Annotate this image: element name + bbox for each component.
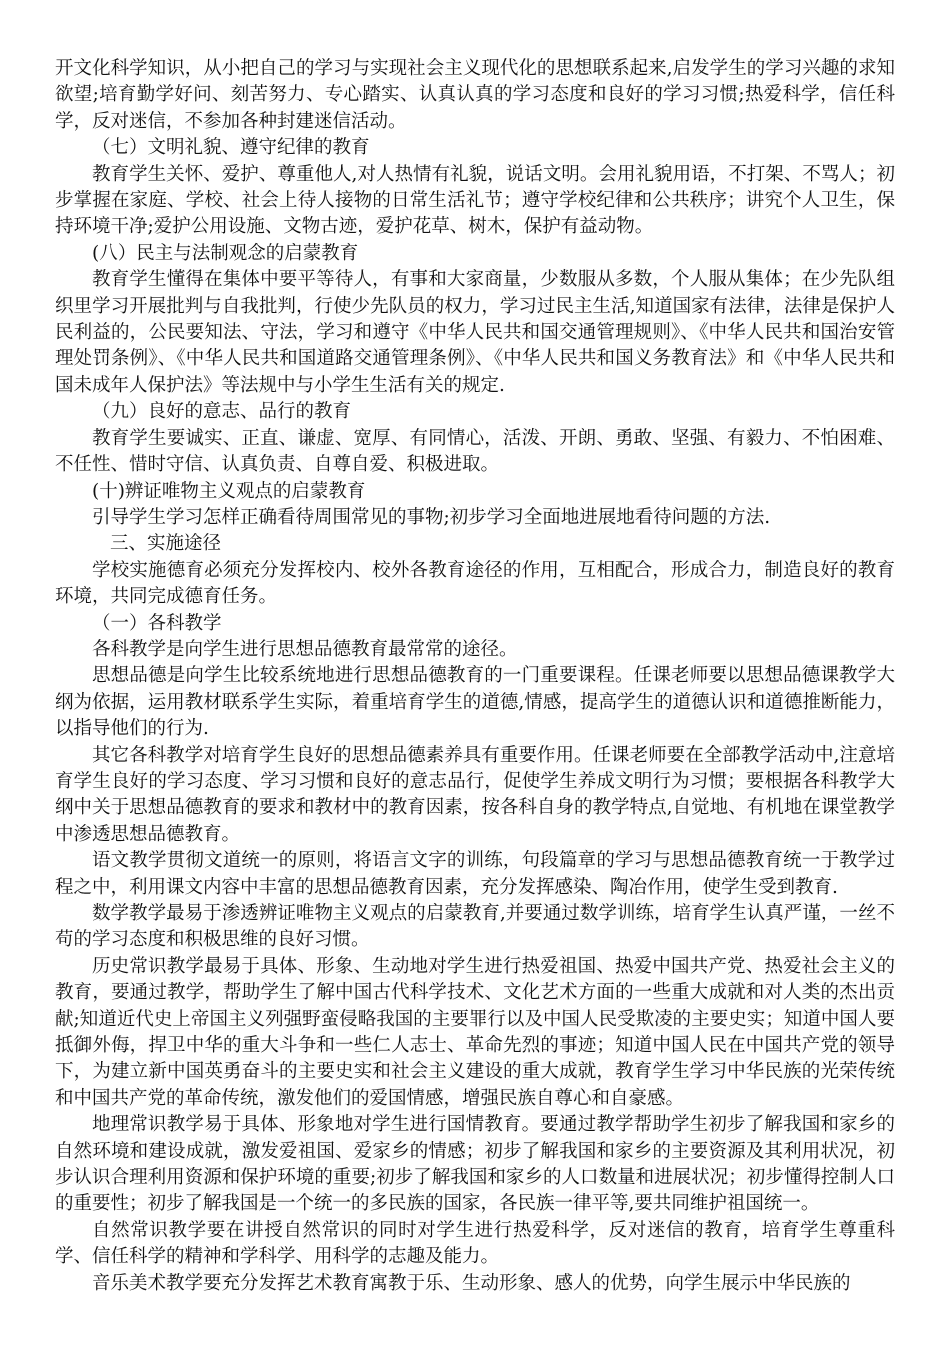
heading-civility-discipline: （七）文明礼貌、遵守纪律的教育 (92, 137, 370, 159)
paragraph-implementation-intro: 学校实施德育必须充分发挥校内、校外各教育途径的作用，互相配合，形成合力，制造良好的教育环境，共同完成德育任务。 (55, 559, 895, 608)
paragraph-learning-interest: 开文化科学知识，从小把自己的学习与实现社会主义现代化的思想联系起来,启发学生的学习兴趣的求知欲望;培育勤学好问、刻苦努力、专心踏实、认真认真的学习态度和良好的学习习惯;热爱科学，信任科学，反对迷信，不参加各种封建迷信活动。 (55, 58, 895, 132)
heading-democracy-law: (八）民主与法制观念的启蒙教育 (92, 242, 359, 264)
paragraph-history-teaching: 历史常识教学最易于具体、形象、生动地对学生进行热爱祖国、热爱中国共产党、热爱社会主义的教育，要通过教学，帮助学生了解中国古代科学技术、文化艺术方面的一些重大成就和对人类的杰出贡献;知道近代史上帝国主义列强野蛮侵略我国的主要罪行以及中国人民受欺凌的主要史实；知道中国人要抵御外侮，捍卫中华的重大斗争和一些仁人志士、革命先烈的事迹；知道中国人民在中国共产党的领导下，为建立新中国英勇奋斗的主要史实和社会主义建设的重大成就，教育学生学习中华民族的光荣传统和中国共产党的革命传统，激发他们的爱国情感，增强民族自尊心和自豪感。 (55, 955, 895, 1109)
document-page (55, 56, 895, 1297)
paragraph-moral-course: 思想品德是向学生比较系统地进行思想品德教育的一门重要课程。任课老师要以思想品德课教学大纲为依据，运用教材联系学生实际，着重培育学生的道德,情感，提高学生的道德认识和道德推断能力，以指导他们的行为. (55, 665, 895, 740)
heading-subject-teaching: （一）各科教学 (92, 612, 222, 634)
paragraph-will-character: 教育学生要诚实、正直、谦虚、宽厚、有同情心，活泼、开朗、勇敢、坚强、有毅力、不怕困难、不任性、惜时守信、认真负责、自尊自爱、积极进取。 (55, 427, 895, 476)
paragraph-geography-teaching: 地理常识教学易于具体、形象地对学生进行国情教育。要通过教学帮助学生初步了解我国和家乡的自然环境和建设成就，激发爱祖国、爱家乡的情感；初步了解我国和家乡的主要资源及其利用状况，初步认识合理利用资源和保护环境的重要;初步了解我国和家乡的人口数量和进展状况；初步懂得控制人口的重要性；初步了解我国是一个统一的多民族的国家，各民族一律平等,要共同维护祖国统一。 (55, 1114, 895, 1215)
paragraph-math-teaching: 数学教学最易于渗透辨证唯物主义观点的启蒙教育,并要通过数学训练，培育学生认真严谨，一丝不苟的学习态度和积极思维的良好习惯。 (55, 903, 895, 951)
section-heading-implementation: 三、实施途径 (110, 533, 222, 555)
paragraph-dialectical-materialism: 引导学生学习怎样正确看待周围常见的事物;初步学习全面地进展地看待问题的方法. (92, 506, 771, 528)
heading-will-character: （九）良好的意志、品行的教育 (92, 401, 352, 423)
paragraph-democracy-law: 教育学生懂得在集体中要平等待人，有事和大家商量，少数服从多数，个人服从集体；在少先队组织里学习开展批判与自我批判，行使少先队员的权力，学习过民主生活,知道国家有法律，法律是保护人民利益的，公民要知法、守法，学习和遵守《中华人民共和国交通管理规则》、《中华人民共和国治安管理处罚条例》、《中华人民共和国道路交通管理条例》、《中华人民共和国义务教育法》和《中华人民共和国未成年人保护法》等法规中与小学生生活有关的规定. (55, 269, 895, 396)
paragraph-civility: 教育学生关怀、爱护、尊重他人,对人热情有礼貌，说话文明。会用礼貌用语，不打架、不骂人；初步掌握在家庭、学校、社会上待人接物的日常生活礼节；遵守学校纪律和公共秩序；讲究个人卫生，保持环境干净;爱护公用设施、文物古迹，爱护花草、树木，保护有益动物。 (55, 163, 895, 238)
paragraph-nature-teaching: 自然常识教学要在讲授自然常识的同时对学生进行热爱科学，反对迷信的教育，培育学生尊重科学、信任科学的精神和学科学、用科学的志趣及能力。 (55, 1219, 895, 1268)
paragraph-music-art-teaching: 音乐美术教学要充分发挥艺术教育寓教于乐、生动形象、感人的优势，向学生展示中华民族的 (92, 1272, 851, 1294)
paragraph-other-subjects: 其它各科教学对培育学生良好的思想品德素养具有重要作用。任课老师要在全部教学活动中,注意培育学生良好的学习态度、学习习惯和良好的意志品行，促使学生养成文明行为习惯；要根据各科教学大纲中关于思想品德教育的要求和教材中的教育因素，按各科自身的教学特点,自觉地、有机地在课堂教学中渗透思想品德教育。 (55, 744, 895, 845)
heading-dialectical-materialism: (十)辨证唯物主义观点的启蒙教育 (92, 480, 366, 502)
paragraph-subject-teaching: 各科教学是向学生进行思想品德教育最常常的途径。 (92, 638, 518, 660)
paragraph-chinese-teaching: 语文教学贯彻文道统一的原则，将语言文字的训练，句段篇章的学习与思想品德教育统一于教学过程之中，利用课文内容中丰富的思想品德教育因素，充分发挥感染、陶冶作用，使学生受到教育. (55, 850, 895, 898)
